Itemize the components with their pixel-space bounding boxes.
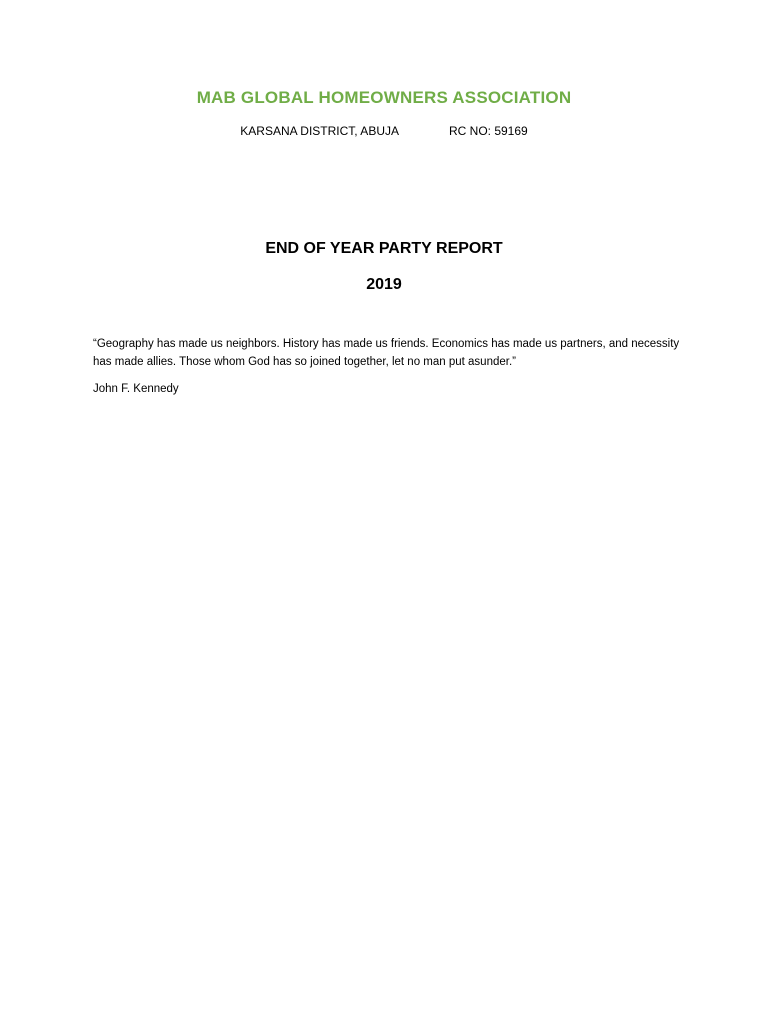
- quote-text: “Geography has made us neighbors. History has made us friends. Economics has made us partners, and necessity has made allies. Those whom God has so joined together, let no man put asunder.”: [93, 338, 680, 368]
- organization-details: [0, 124, 768, 138]
- report-year: 2019: [366, 276, 402, 293]
- organization-name: MAB GLOBAL HOMEOWNERS ASSOCIATION: [196, 88, 572, 107]
- report-title: END OF YEAR PARTY REPORT: [265, 240, 503, 257]
- quote-author: John F. Kennedy: [93, 383, 179, 395]
- organization-location: KARSANA DISTRICT, ABUJA: [240, 124, 399, 138]
- registration-number: RC NO: 59169: [449, 124, 528, 138]
